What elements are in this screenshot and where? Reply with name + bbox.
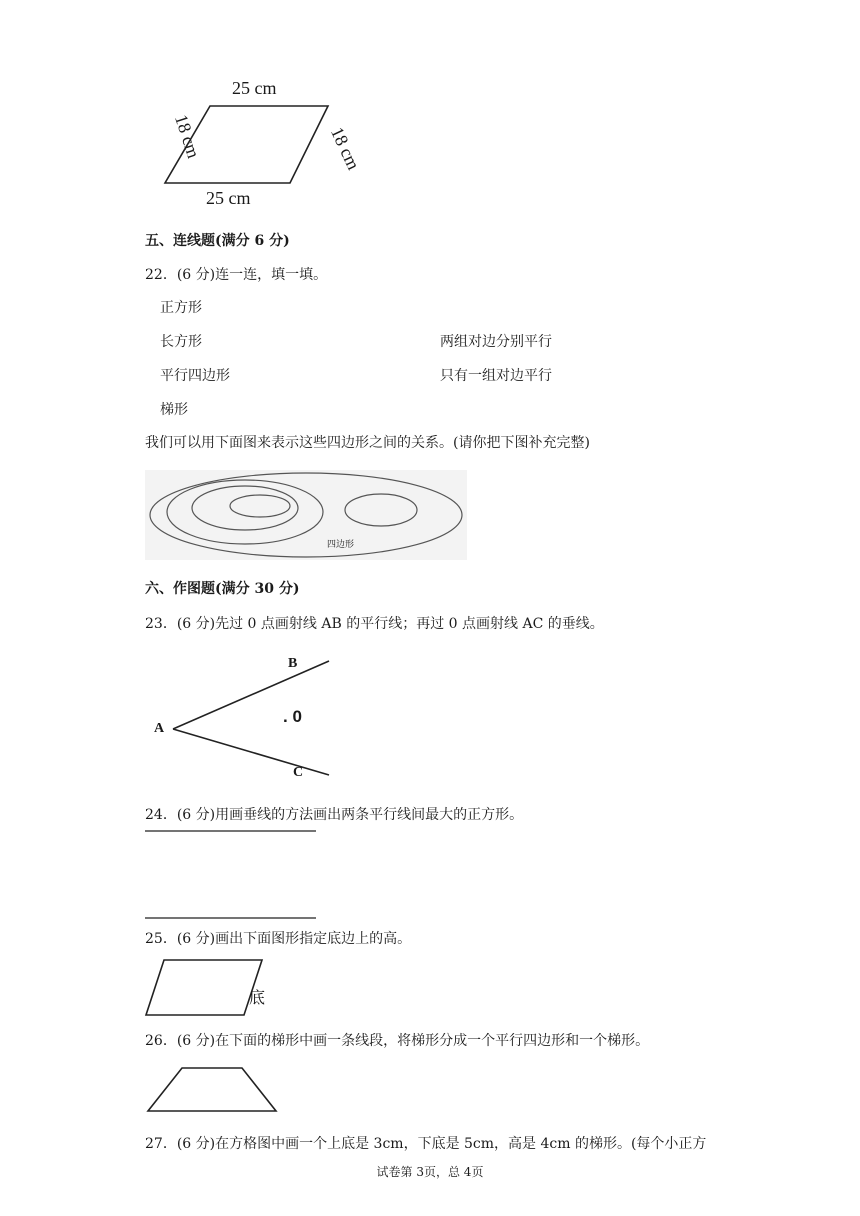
point-c-label: C <box>293 765 304 780</box>
left-item-square: 正方形 <box>160 300 202 316</box>
point-a-label: A <box>154 721 165 736</box>
base-label: 底 <box>249 988 266 1007</box>
parallelogram-right-label: 18 cm <box>326 124 364 173</box>
q25-text: 25．(6 分)画出下面图形指定底边上的高。 <box>145 931 412 947</box>
parallelogram-top-label: 25 cm <box>232 78 277 98</box>
section6-heading: 六、作图题(满分 30 分) <box>145 581 300 597</box>
q27-text: 27．(6 分)在方格图中画一个上底是 3cm，下底是 5cm，高是 4cm 的梯形。(每个小正方 <box>145 1136 707 1152</box>
point-b-label: B <box>288 656 298 671</box>
venn-label: 四边形 <box>327 540 355 550</box>
q22-text: 22．(6 分)连一连，填一填。 <box>145 267 328 283</box>
parallelogram-left-label: 18 cm <box>170 112 204 161</box>
section5-heading: 五、连线题(满分 6 分) <box>145 233 290 249</box>
right-item-one-pair-parallel: 只有一组对边平行 <box>440 368 552 384</box>
right-item-two-pairs-parallel: 两组对边分别平行 <box>440 334 552 350</box>
parallelogram-bottom-label: 25 cm <box>206 188 251 208</box>
q23-text: 23．(6 分)先过 0 点画射线 AB 的平行线；再过 0 点画射线 AC 的垂线。 <box>145 616 604 632</box>
left-item-parallelogram: 平行四边形 <box>160 368 230 384</box>
page-footer: 试卷第 3页，总 4页 <box>376 1165 484 1179</box>
left-item-rectangle: 长方形 <box>160 334 202 350</box>
q26-text: 26．(6 分)在下面的梯形中画一条线段，将梯形分成一个平行四边形和一个梯形。 <box>145 1033 650 1049</box>
q24-text: 24．(6 分)用画垂线的方法画出两条平行线间最大的正方形。 <box>145 807 524 823</box>
left-item-trapezoid: 梯形 <box>160 402 188 418</box>
venn-instruction: 我们可以用下面图来表示这些四边形之间的关系。(请你把下图补充完整) <box>145 435 590 451</box>
point-o-label: . 0 <box>283 707 302 726</box>
